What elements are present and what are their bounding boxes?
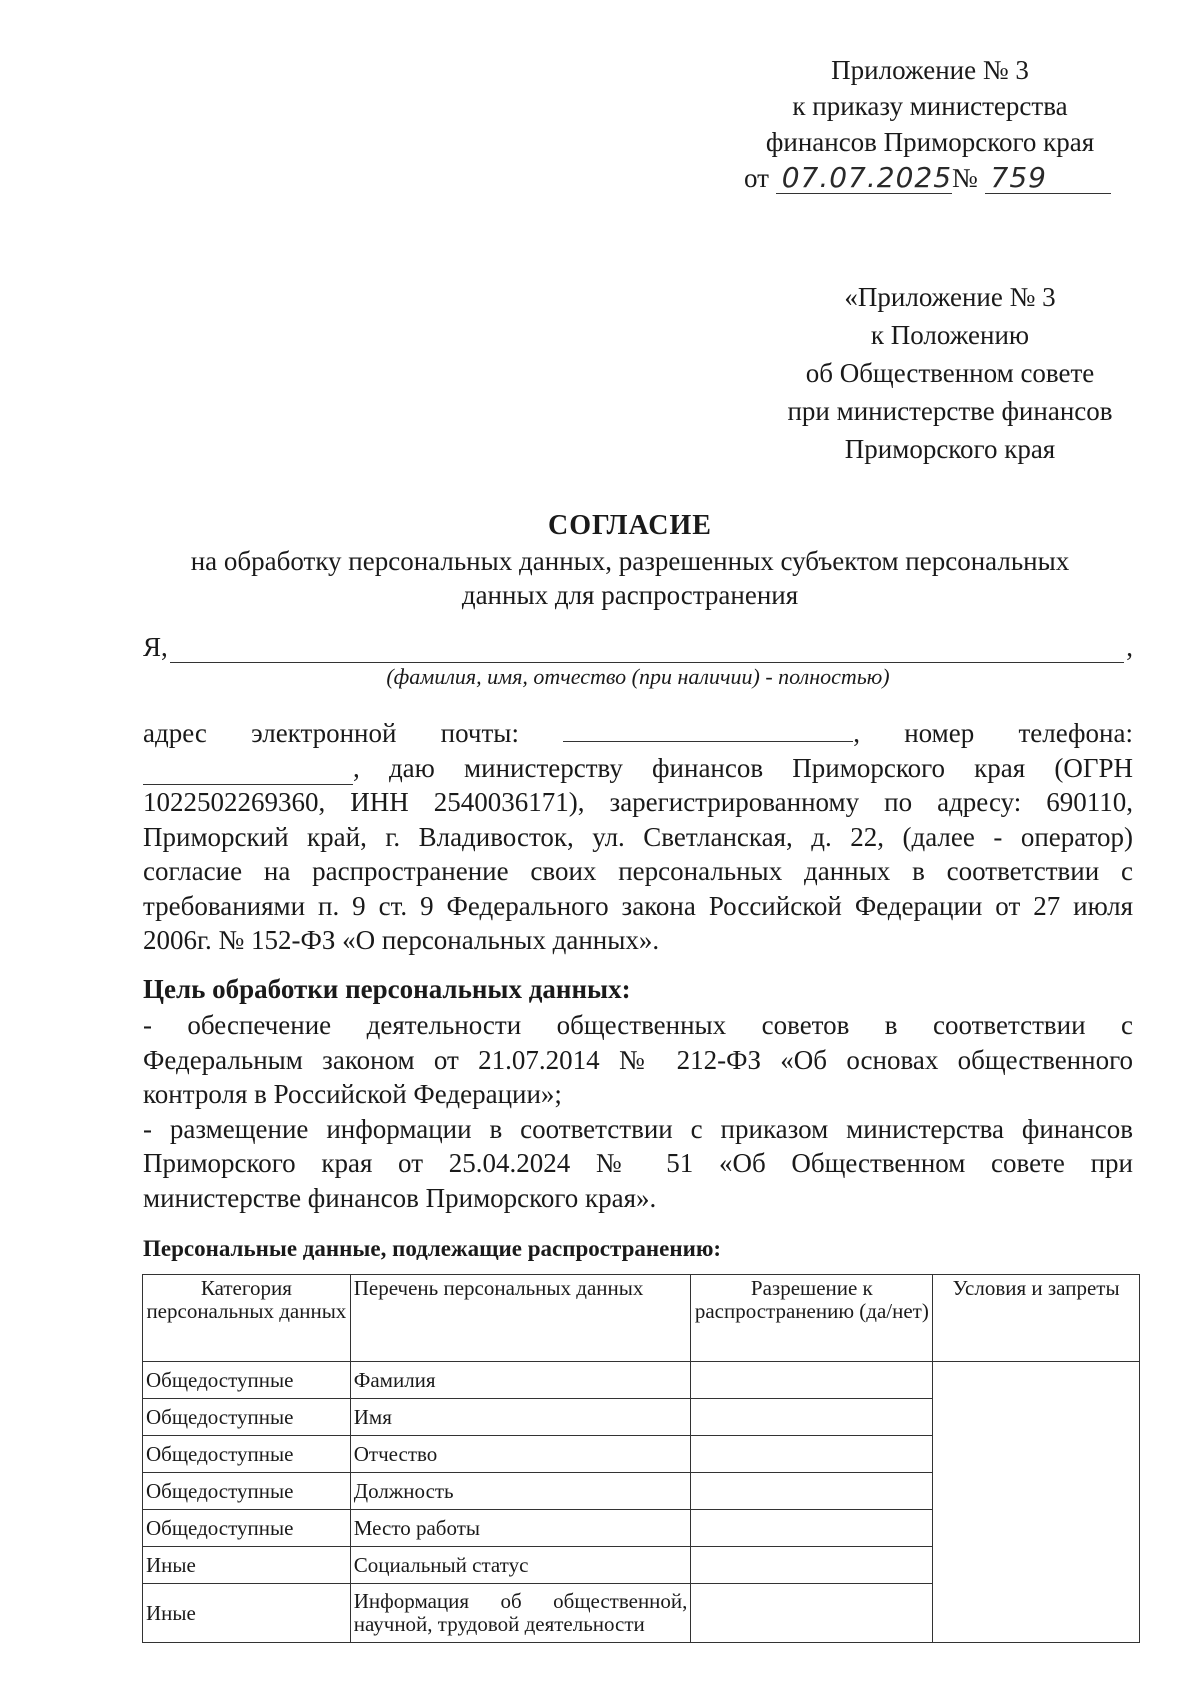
- paragraph-line-4: Приморский край, г. Владивосток, ул. Светланская, д. 22, (далее - оператор): [143, 821, 1133, 852]
- row-category: Иные: [143, 1584, 351, 1643]
- row-item: Место работы: [350, 1510, 691, 1547]
- paragraph-line-3: 1022502269360, ИНН 2540036171), зарегистрированному по адресу: 690110,: [143, 787, 1133, 817]
- permission-cell[interactable]: [691, 1510, 933, 1547]
- paragraph-line-6: требованиями п. 9 ст. 9 Федерального закона Российской Федерации от 27 июля: [143, 890, 1133, 921]
- regulation-header-line-5: Приморского края: [844, 434, 1056, 464]
- order-date-field: [776, 163, 952, 194]
- row-item: Имя: [350, 1399, 691, 1436]
- permission-cell[interactable]: [691, 1473, 933, 1510]
- row-item: Информация об общественной, научной, трудовой деятельности: [350, 1584, 691, 1643]
- permission-cell[interactable]: [691, 1399, 933, 1436]
- permission-cell[interactable]: [691, 1362, 933, 1399]
- header-list: Перечень персональных данных: [350, 1275, 691, 1362]
- purpose-line-6: министерстве финансов Приморского края».: [143, 1182, 657, 1213]
- row-category: Общедоступные: [143, 1436, 351, 1473]
- regulation-attachment-header: [740, 278, 1160, 468]
- email-group: [563, 716, 860, 751]
- paragraph-line-1: [143, 716, 1133, 751]
- order-number-handwritten: 759: [990, 161, 1047, 194]
- date-prefix: от: [744, 163, 769, 193]
- paragraph-line-7: 2006г. № 152-ФЗ «О персональных данных».: [143, 925, 660, 955]
- purpose-heading: Цель обработки персональных данных:: [143, 974, 631, 1004]
- table-row: [143, 1362, 1140, 1399]
- full-name-caption: (фамилия, имя, отчество (при наличии) - полностью): [386, 664, 890, 689]
- table-heading: Персональные данные, подлежащие распространению:: [143, 1236, 722, 1261]
- order-header-line-1: Приложение № 3: [831, 55, 1029, 85]
- header-category: Категория персональных данных: [143, 1275, 351, 1362]
- subject-suffix: ,: [1126, 632, 1133, 662]
- order-header-line-3: финансов Приморского края: [765, 127, 1095, 157]
- table-header-row: [143, 1275, 1140, 1362]
- purpose-line-2: Федеральным законом от 21.07.2014 № 212-ФЗ «Об основах общественного: [143, 1044, 1133, 1075]
- purpose-line-1: - обеспечение деятельности общественных советов в соответствии с: [143, 1010, 1133, 1040]
- phone-blank[interactable]: [143, 760, 353, 785]
- row-item: Отчество: [350, 1436, 691, 1473]
- email-comma: ,: [853, 718, 860, 748]
- paragraph-line-5: согласие на распространение своих персональных данных в соответствии с: [143, 856, 1133, 886]
- purpose-text: [143, 1008, 1133, 1215]
- document-subtitle: [150, 544, 1110, 612]
- order-attachment-header: [720, 52, 1140, 196]
- permission-cell[interactable]: [691, 1547, 933, 1584]
- row-category: Общедоступные: [143, 1473, 351, 1510]
- purpose-line-4: - размещение информации в соответствии с приказом министерства финансов: [143, 1113, 1133, 1144]
- row-category: Общедоступные: [143, 1510, 351, 1547]
- subtitle-line-1: на обработку персональных данных, разрешенных субъектом персональных: [190, 546, 1070, 576]
- permission-cell[interactable]: [691, 1436, 933, 1473]
- regulation-header-line-1: «Приложение № 3: [844, 282, 1056, 312]
- paragraph-line-2: [143, 751, 1133, 786]
- subject-prefix: Я,: [143, 632, 168, 662]
- row-category: Общедоступные: [143, 1399, 351, 1436]
- order-number-field: [985, 163, 1111, 194]
- row-item: Фамилия: [350, 1362, 691, 1399]
- conditions-cell[interactable]: [933, 1362, 1140, 1643]
- order-header-line-2: к приказу министерства: [792, 91, 1068, 121]
- purpose-line-5: Приморского края от 25.04.2024 № 51 «Об Общественном совете при: [143, 1148, 1133, 1178]
- regulation-header-line-2: к Положению: [870, 320, 1030, 350]
- subject-name-line: [143, 632, 1133, 663]
- row-item: Должность: [350, 1473, 691, 1510]
- personal-data-table: [142, 1274, 1140, 1643]
- word-electronic: электронной: [251, 718, 397, 748]
- regulation-header-line-4: при министерстве финансов: [787, 396, 1113, 426]
- word-phone: телефона:: [1018, 718, 1133, 748]
- full-name-blank[interactable]: [170, 634, 1124, 663]
- order-date-line: [720, 160, 1140, 196]
- header-permission: Разрешение к распространению (да/нет): [691, 1275, 933, 1362]
- purpose-line-3: контроля в Российской Федерации»;: [143, 1079, 562, 1109]
- document-title: СОГЛАСИЕ: [548, 510, 712, 541]
- paragraph-line-2-text: , даю министерству финансов Приморского края (ОГРН: [353, 752, 1133, 783]
- consent-paragraph: [143, 716, 1133, 958]
- row-category: Общедоступные: [143, 1362, 351, 1399]
- word-number: номер: [904, 718, 975, 748]
- regulation-header-line-3: об Общественном совете: [805, 358, 1095, 388]
- word-address: адрес: [143, 718, 207, 748]
- order-date-handwritten: 07.07.2025: [781, 161, 953, 194]
- email-blank[interactable]: [563, 717, 853, 742]
- header-conditions: Условия и запреты: [933, 1275, 1140, 1362]
- row-item: Социальный статус: [350, 1547, 691, 1584]
- subtitle-line-2: данных для распространения: [461, 580, 799, 610]
- word-mail: почты:: [440, 718, 519, 748]
- number-prefix: №: [952, 163, 978, 193]
- row-category: Иные: [143, 1547, 351, 1584]
- permission-cell[interactable]: [691, 1584, 933, 1643]
